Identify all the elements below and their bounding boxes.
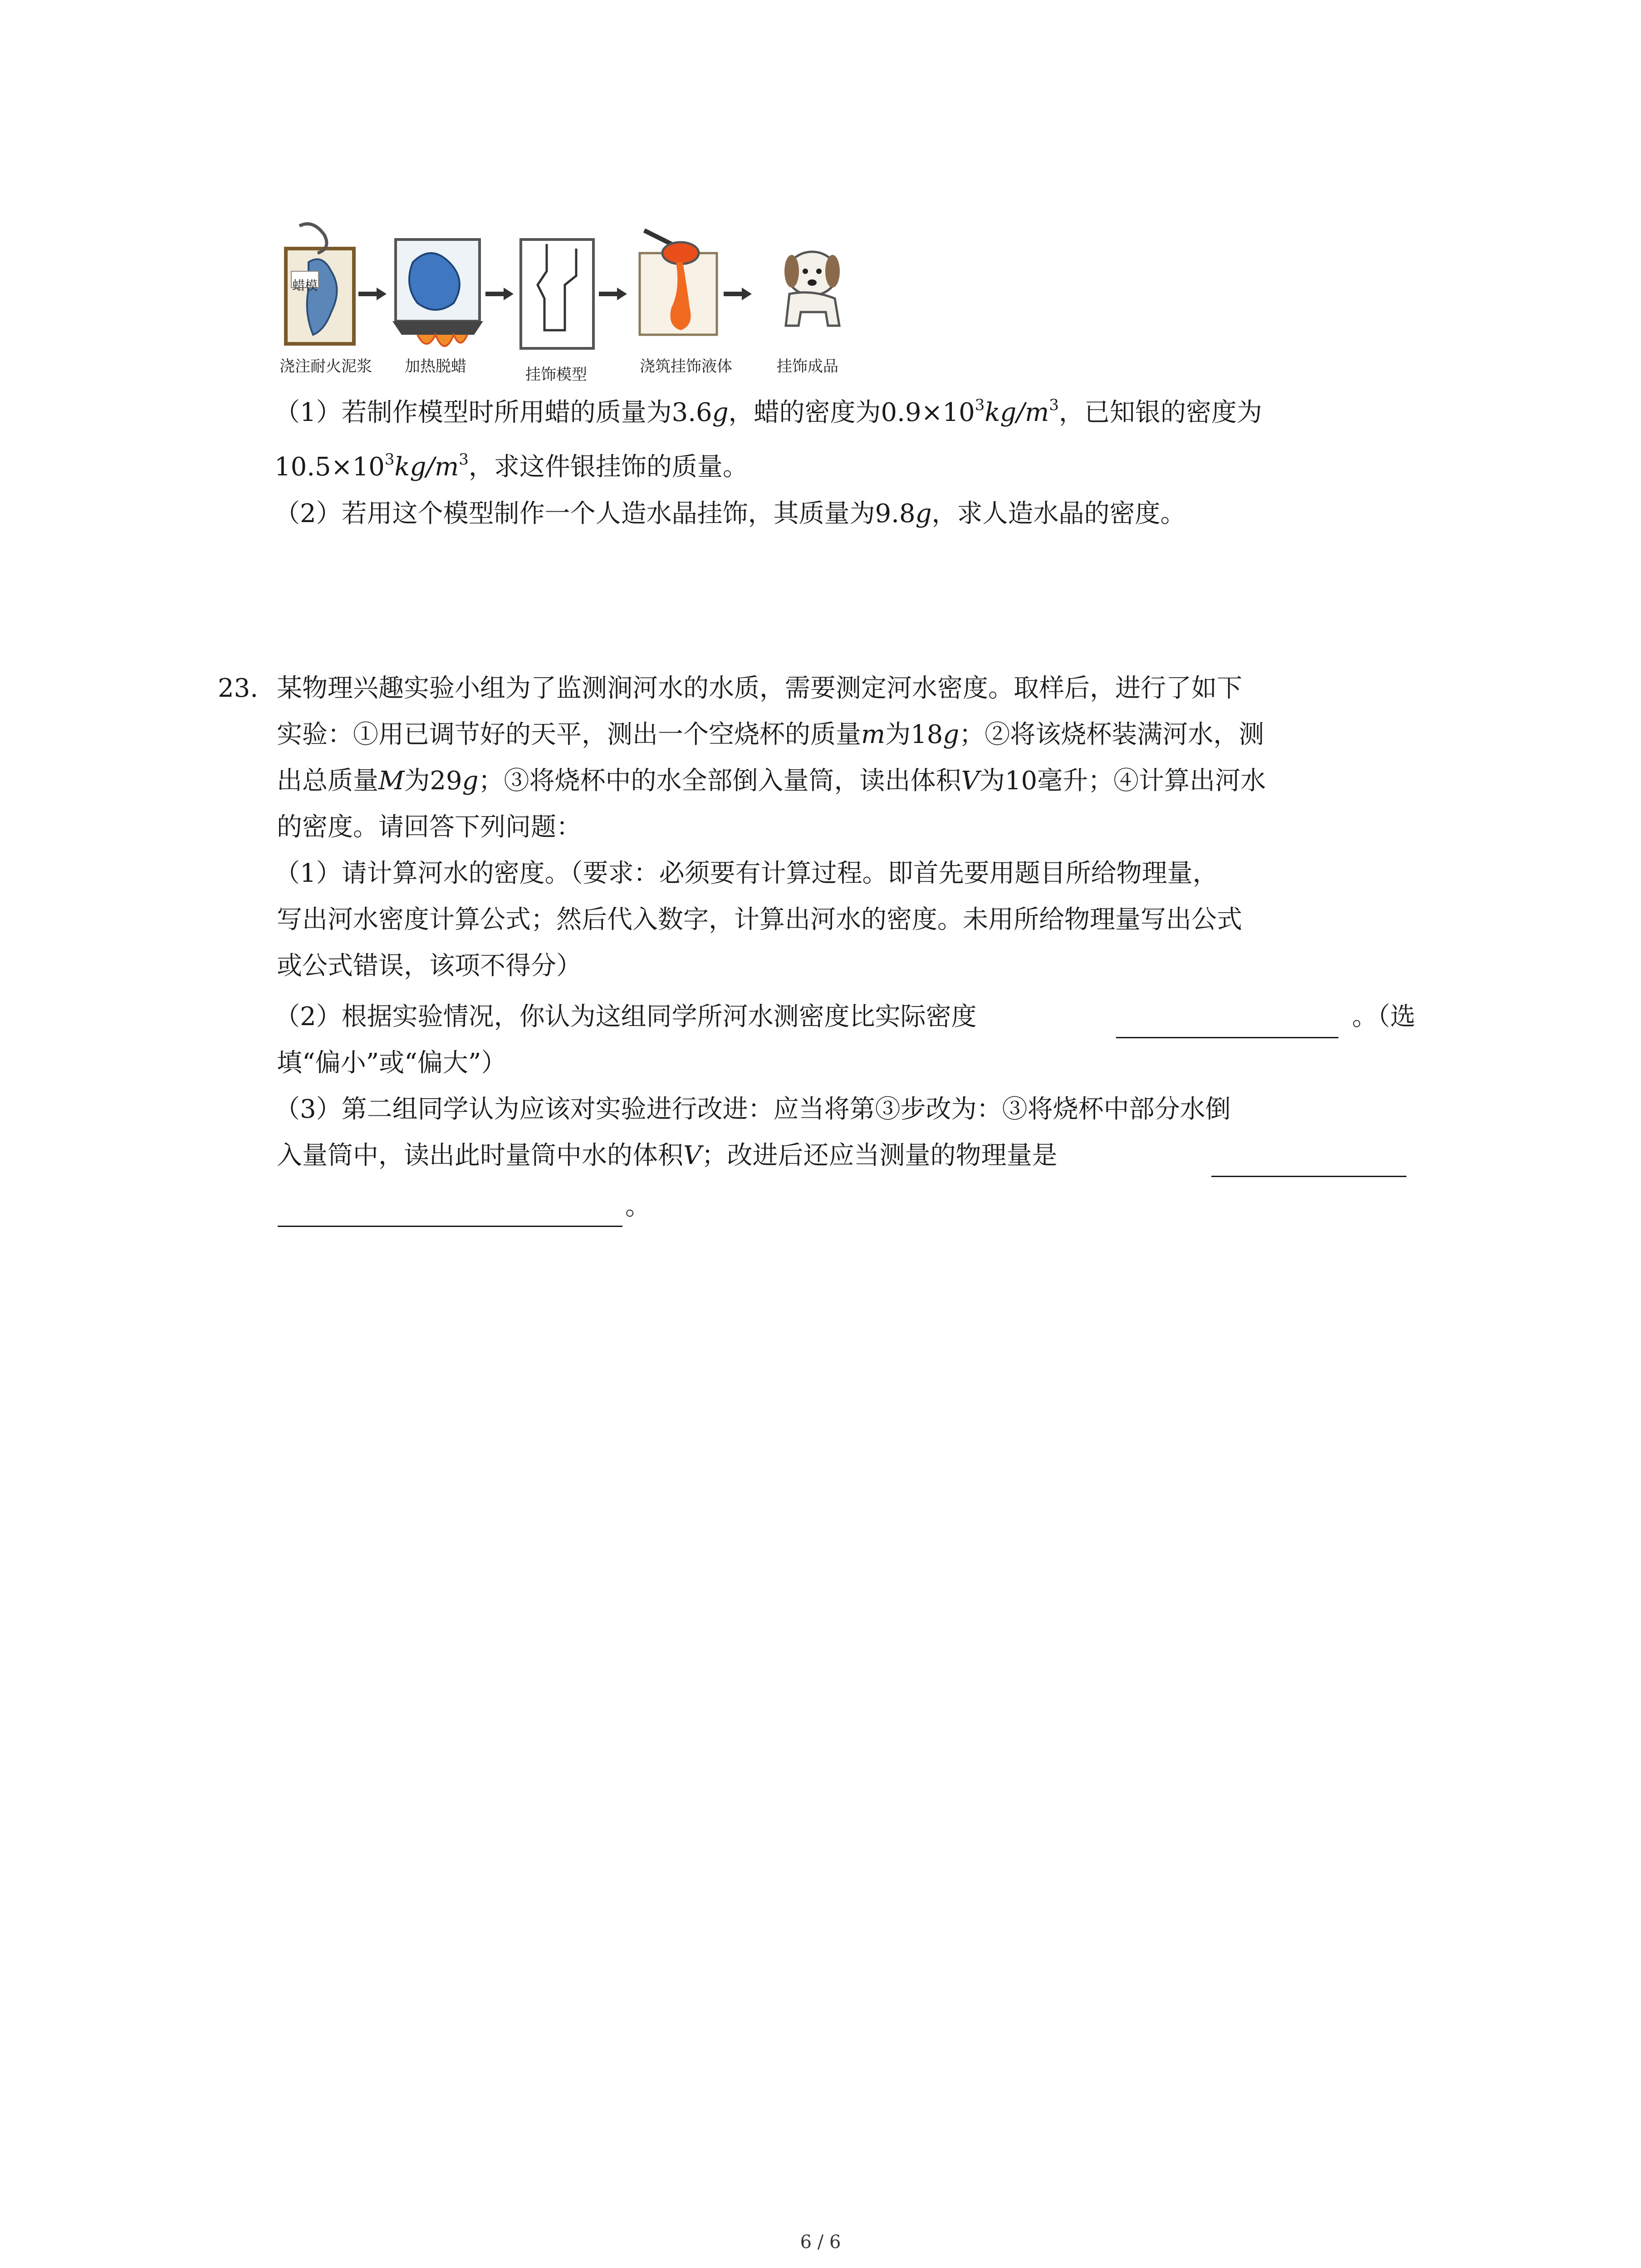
step-label-4: 浇筑挂饰液体 bbox=[640, 357, 732, 376]
q23-stem-line2: 实验：①用已调节好的天平，测出一个空烧杯的质量m为18g；②将该烧杯装满河水，测 bbox=[277, 720, 1264, 749]
q23-stem-line3: 出总质量M为29g；③将烧杯中的水全部倒入量筒，读出体积V为10毫升；④计算出河水 bbox=[277, 766, 1266, 796]
q23-sub2-line1-end: 。（选 bbox=[1352, 1002, 1416, 1031]
step-label-3: 挂饰模型 bbox=[525, 366, 587, 384]
q22-part1-line2: $10.5\times 10^3kg/m^3$，求这件银挂饰的质量。 bbox=[274, 450, 748, 482]
q23-sub2-line1: （2）根据实验情况，你认为这组同学所河水测密度比实际密度 bbox=[274, 1002, 977, 1031]
mold-model-icon bbox=[521, 240, 593, 348]
step-label-1: 浇注耐火泥浆 bbox=[279, 357, 372, 376]
pour-liquid-icon bbox=[640, 230, 717, 335]
arrow-icon bbox=[377, 288, 387, 300]
answer-blank-3b[interactable] bbox=[278, 1226, 622, 1227]
step-label-5: 挂饰成品 bbox=[777, 357, 838, 376]
step-label-1-inner: 蜡模 bbox=[292, 278, 318, 293]
heating-dewax-icon bbox=[392, 240, 483, 346]
q22-part1-line1: （1）若制作模型时所用蜡的质量为3.6g，蜡的密度为$0.9\times 10^3kg/m^3$，已知银的密度为 bbox=[274, 396, 1262, 427]
dog-ornament-icon bbox=[784, 252, 840, 326]
arrow-icon bbox=[742, 288, 752, 300]
arrow-icon bbox=[617, 288, 627, 300]
q23-stem-line4: 的密度。请回答下列问题： bbox=[277, 812, 582, 842]
answer-blank-2[interactable] bbox=[1116, 1037, 1338, 1038]
q22-part2: （2）若用这个模型制作一个人造水晶挂饰，其质量为9.8g，求人造水晶的密度。 bbox=[274, 499, 1186, 528]
q23-sub3-line2: 入量筒中，读出此时量筒中水的体积V；改进后还应当测量的物理量是 bbox=[277, 1141, 1058, 1170]
arrow-icon bbox=[504, 288, 514, 300]
question-number: 23. bbox=[218, 674, 259, 703]
q23-sub3-line3-end: 。 bbox=[625, 1192, 651, 1221]
answer-blank-3a[interactable] bbox=[1211, 1176, 1406, 1177]
q23-stem-line1: 某物理兴趣实验小组为了监测涧河水的水质，需要测定河水密度。取样后，进行了如下 bbox=[277, 674, 1242, 703]
casting-process-figure bbox=[281, 221, 912, 385]
step-label-2: 加热脱蜡 bbox=[405, 357, 466, 376]
q23-sub2-line2: 填“偏小”或“偏大”） bbox=[277, 1048, 507, 1078]
q23-sub1-line3: 或公式错误，该项不得分） bbox=[277, 951, 582, 981]
q23-sub1-line2: 写出河水密度计算公式；然后代入数字，计算出河水的密度。未用所给物理量写出公式 bbox=[277, 905, 1242, 934]
q23-sub3-line1: （3）第二组同学认为应该对实验进行改进：应当将第③步改为：③将烧杯中部分水倒 bbox=[274, 1095, 1231, 1124]
q23-sub1-line1: （1）请计算河水的密度。（要求：必须要有计算过程。即首先要用题目所给物理量， bbox=[274, 859, 1218, 888]
page-number: 6 / 6 bbox=[800, 2232, 841, 2253]
